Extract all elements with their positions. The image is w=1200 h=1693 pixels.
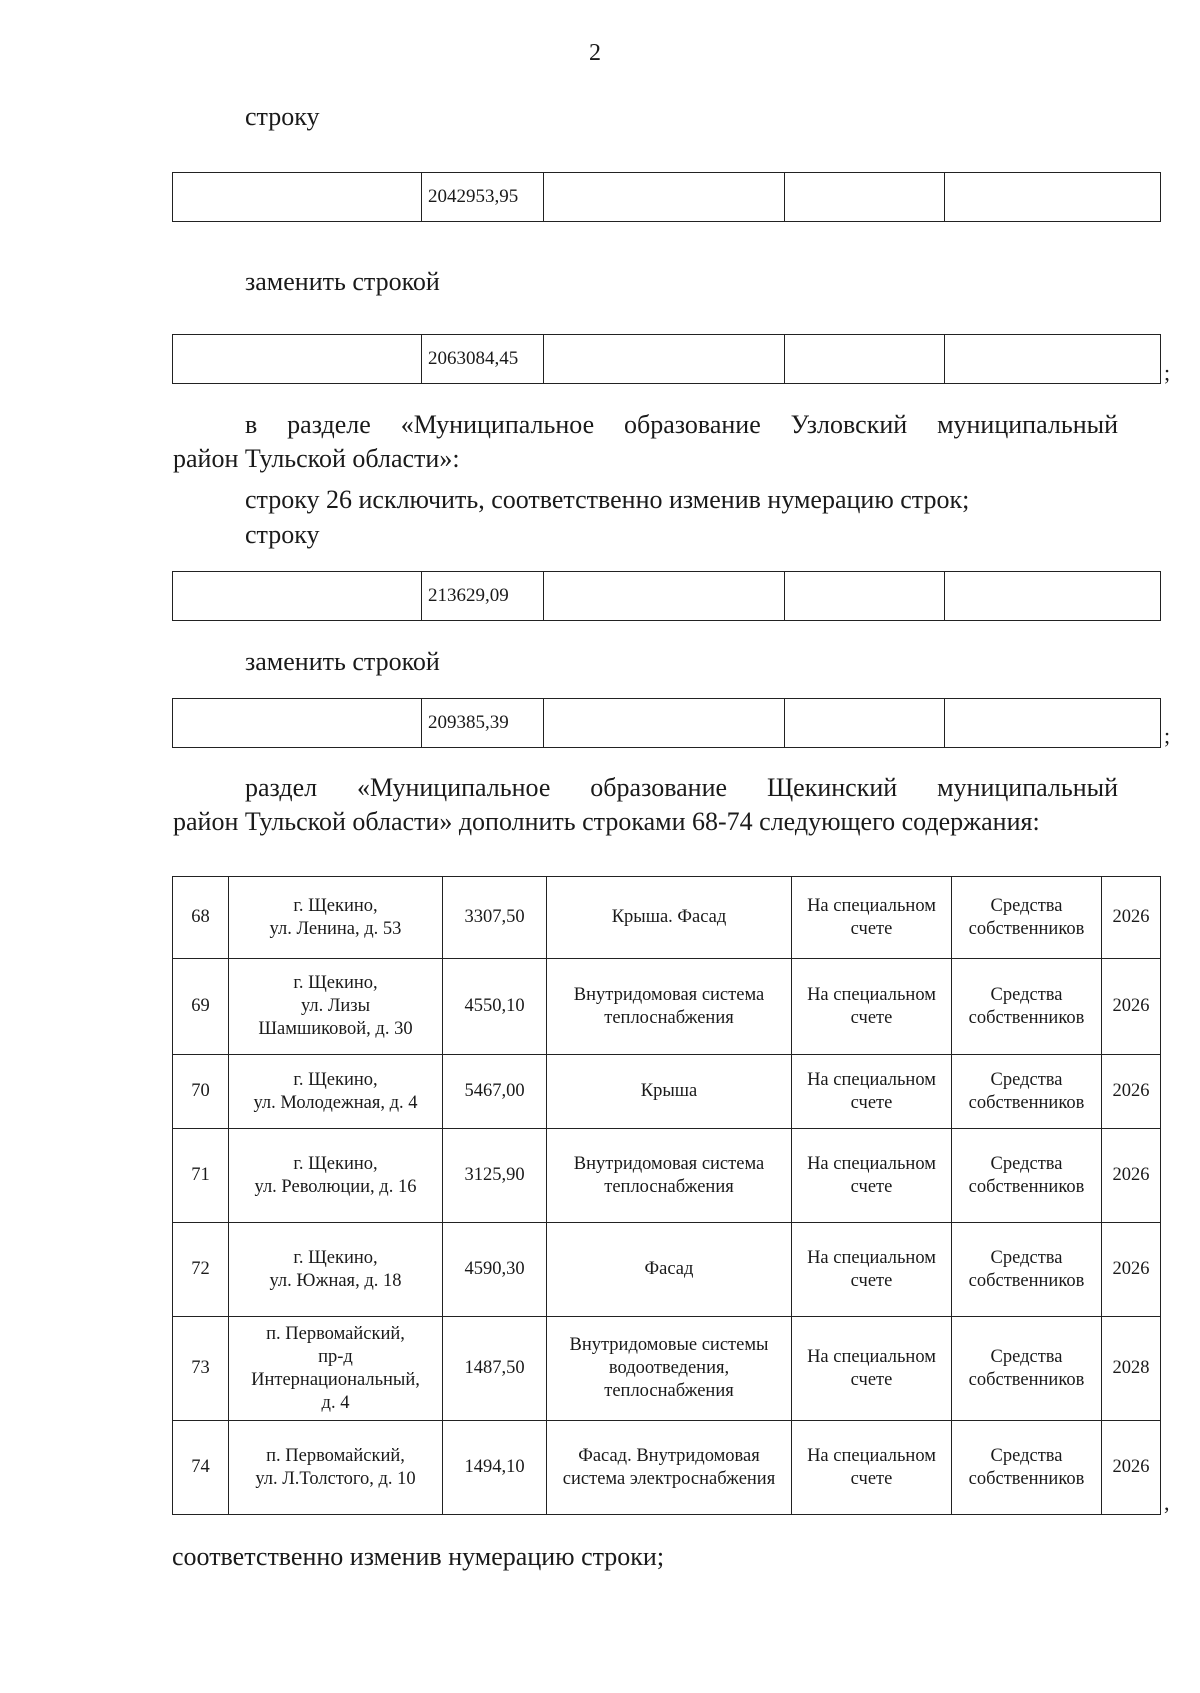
- amount-cell: 209385,39: [422, 699, 544, 748]
- empty-cell: [945, 699, 1161, 748]
- fund-cell: На специальном счете: [792, 1317, 952, 1421]
- row-number: 69: [173, 959, 229, 1055]
- replace-text-1: заменить строкой: [245, 267, 440, 296]
- empty-cell: [544, 572, 785, 621]
- area-cell: 4590,30: [443, 1223, 547, 1317]
- fund-cell: На специальном счете: [792, 1421, 952, 1515]
- table-row: [173, 959, 1161, 1055]
- year-cell: 2026: [1102, 1421, 1161, 1515]
- semicolon-mark: ;: [1164, 360, 1171, 385]
- source-cell: Средства собственников: [952, 1055, 1102, 1129]
- comma-mark: ,: [1164, 1490, 1170, 1515]
- area-cell: 1487,50: [443, 1317, 547, 1421]
- year-cell: 2026: [1102, 959, 1161, 1055]
- empty-cell: [544, 335, 785, 384]
- address-cell: п. Первомайский, ул. Л.Толстого, д. 10: [229, 1421, 443, 1515]
- year-cell: 2026: [1102, 1055, 1161, 1129]
- fund-cell: На специальном счете: [792, 877, 952, 959]
- year-cell: 2028: [1102, 1317, 1161, 1421]
- page-number: 2: [589, 40, 601, 66]
- empty-cell: [544, 173, 785, 222]
- empty-cell: [173, 572, 422, 621]
- amount-cell: 213629,09: [422, 572, 544, 621]
- works-cell: Крыша: [547, 1055, 792, 1129]
- row-old-1-table: [172, 172, 1161, 222]
- amount-cell: 2042953,95: [422, 173, 544, 222]
- table-row: [173, 1421, 1161, 1515]
- area-cell: 5467,00: [443, 1055, 547, 1129]
- table-row: [173, 1055, 1161, 1129]
- fund-cell: На специальном счете: [792, 1223, 952, 1317]
- uzlovsky-line-1: в разделе «Муниципальное образование Узловский муниципальный: [245, 410, 1118, 439]
- row-number: 73: [173, 1317, 229, 1421]
- works-cell: Внутридомовые системы водоотведения, теплоснабжения: [547, 1317, 792, 1421]
- table-row: [173, 1223, 1161, 1317]
- area-cell: 3125,90: [443, 1129, 547, 1223]
- uzlovsky-line-4: строку: [245, 520, 320, 549]
- address-cell: г. Щекино, ул. Лизы Шамшиковой, д. 30: [229, 959, 443, 1055]
- address-cell: г. Щекино, ул. Революции, д. 16: [229, 1129, 443, 1223]
- address-cell: г. Щекино, ул. Молодежная, д. 4: [229, 1055, 443, 1129]
- uzlovsky-line-2: район Тульской области»:: [173, 444, 460, 473]
- fund-cell: На специальном счете: [792, 959, 952, 1055]
- area-cell: 4550,10: [443, 959, 547, 1055]
- area-cell: 1494,10: [443, 1421, 547, 1515]
- empty-cell: [785, 173, 945, 222]
- address-cell: п. Первомайский, пр-д Интернациональный, д. 4: [229, 1317, 443, 1421]
- works-cell: Фасад. Внутридомовая система электроснабжения: [547, 1421, 792, 1515]
- table-row: [173, 1317, 1161, 1421]
- table-row: [173, 877, 1161, 959]
- source-cell: Средства собственников: [952, 877, 1102, 959]
- year-cell: 2026: [1102, 1129, 1161, 1223]
- row-old-2-table: [172, 571, 1161, 621]
- empty-cell: [173, 699, 422, 748]
- closing-text: соответственно изменив нумерацию строки;: [172, 1542, 665, 1571]
- year-cell: 2026: [1102, 877, 1161, 959]
- replace-text-2: заменить строкой: [245, 647, 440, 676]
- row-number: 71: [173, 1129, 229, 1223]
- source-cell: Средства собственников: [952, 959, 1102, 1055]
- row-new-1-table: [172, 334, 1161, 384]
- empty-cell: [544, 699, 785, 748]
- row-number: 70: [173, 1055, 229, 1129]
- empty-cell: [945, 335, 1161, 384]
- works-cell: Фасад: [547, 1223, 792, 1317]
- intro-text-1: строку: [245, 102, 320, 131]
- fund-cell: На специальном счете: [792, 1129, 952, 1223]
- uzlovsky-line-3: строку 26 исключить, соответственно изменив нумерацию строк;: [245, 485, 970, 514]
- works-cell: Внутридомовая система теплоснабжения: [547, 959, 792, 1055]
- source-cell: Средства собственников: [952, 1129, 1102, 1223]
- empty-cell: [945, 572, 1161, 621]
- section-uzlovsky-paragraph: [173, 408, 1118, 476]
- shchekino-line-1: раздел «Муниципальное образование Щекинский муниципальный: [245, 773, 1118, 802]
- source-cell: Средства собственников: [952, 1223, 1102, 1317]
- amount-cell: 2063084,45: [422, 335, 544, 384]
- houses-table: [172, 876, 1161, 1515]
- works-cell: Внутридомовая система теплоснабжения: [547, 1129, 792, 1223]
- year-cell: 2026: [1102, 1223, 1161, 1317]
- section-shchekino-paragraph: [173, 771, 1118, 839]
- empty-cell: [785, 699, 945, 748]
- address-cell: г. Щекино, ул. Южная, д. 18: [229, 1223, 443, 1317]
- area-cell: 3307,50: [443, 877, 547, 959]
- source-cell: Средства собственников: [952, 1317, 1102, 1421]
- empty-cell: [173, 335, 422, 384]
- empty-cell: [173, 173, 422, 222]
- row-number: 74: [173, 1421, 229, 1515]
- works-cell: Крыша. Фасад: [547, 877, 792, 959]
- row-number: 68: [173, 877, 229, 959]
- empty-cell: [945, 173, 1161, 222]
- semicolon-mark: ;: [1164, 723, 1171, 748]
- shchekino-line-2: район Тульской области» дополнить строками 68-74 следующего содержания:: [173, 807, 1040, 836]
- row-number: 72: [173, 1223, 229, 1317]
- empty-cell: [785, 572, 945, 621]
- table-row: [173, 1129, 1161, 1223]
- source-cell: Средства собственников: [952, 1421, 1102, 1515]
- fund-cell: На специальном счете: [792, 1055, 952, 1129]
- row-new-2-table: [172, 698, 1161, 748]
- empty-cell: [785, 335, 945, 384]
- address-cell: г. Щекино, ул. Ленина, д. 53: [229, 877, 443, 959]
